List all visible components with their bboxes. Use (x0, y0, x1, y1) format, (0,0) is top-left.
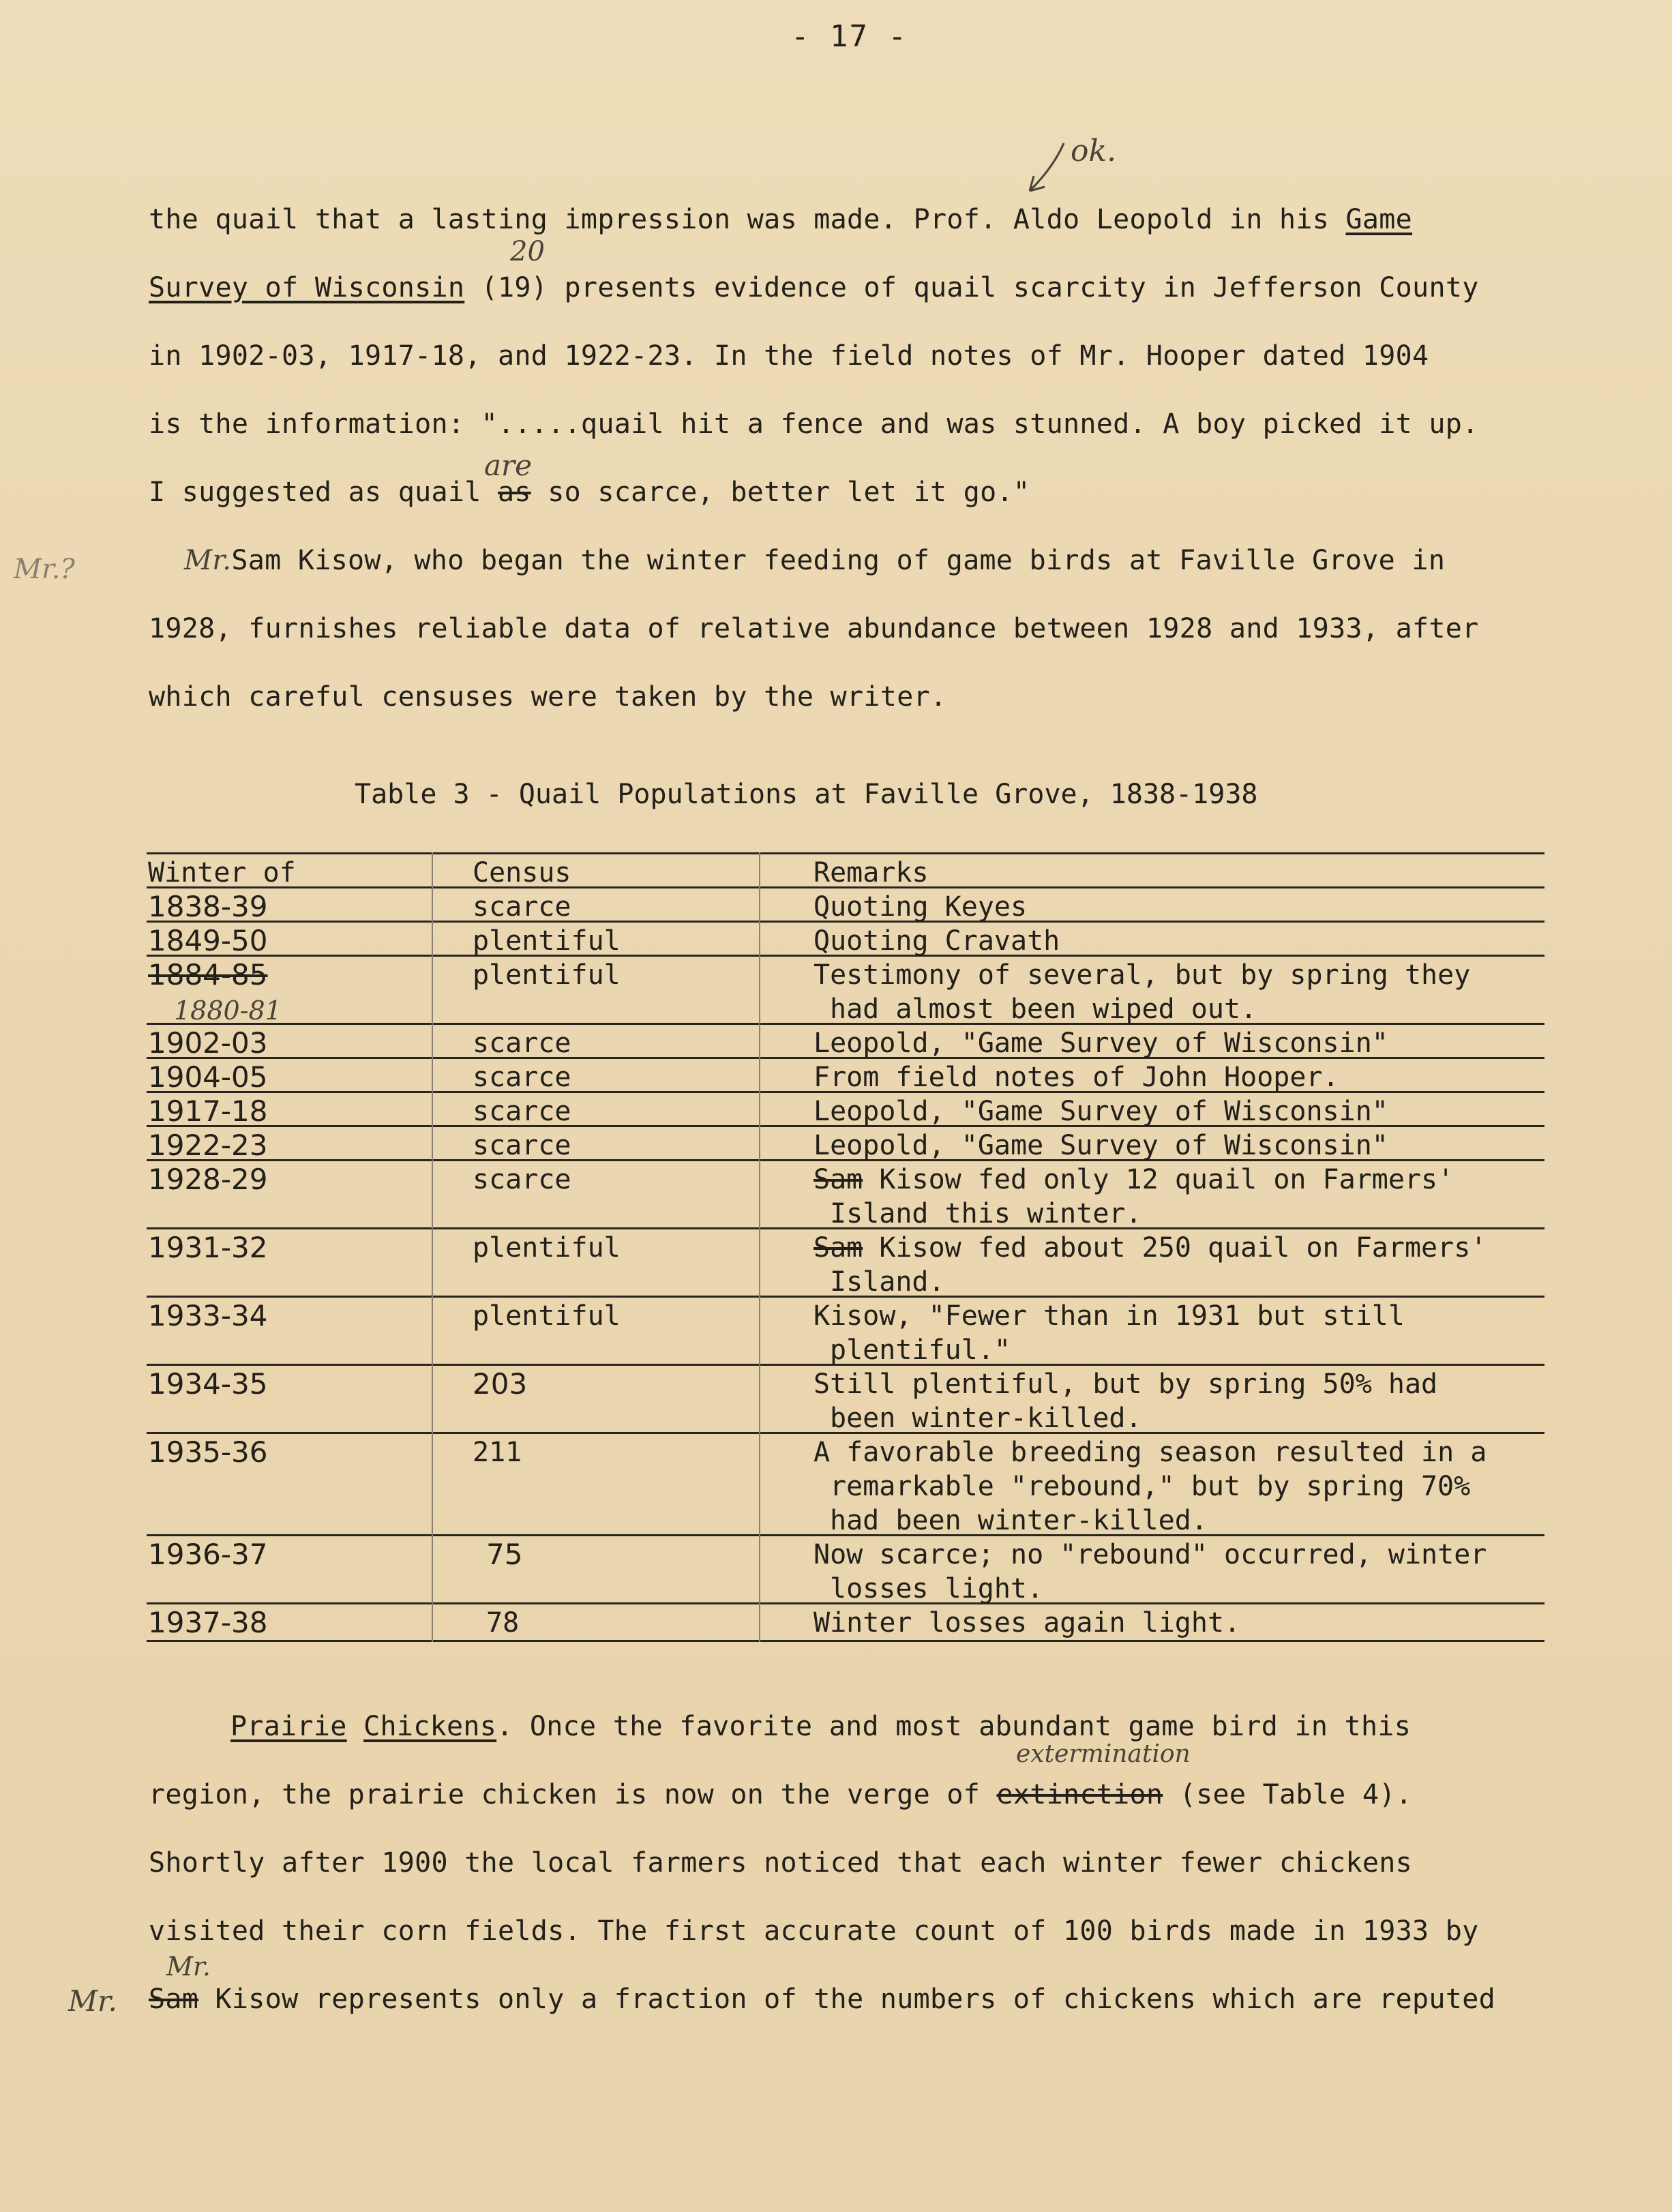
margin-note-mr: Mr.? (14, 554, 75, 585)
table-row-remarks: Kisow, "Fewer than in 1931 but still plentiful." (813, 1300, 1405, 1366)
table-header-census: Census (473, 857, 571, 888)
table-row-winter: 1937-38 (148, 1606, 268, 1639)
table-row-winter: 1917-18 (148, 1094, 268, 1128)
table-row-remarks: Winter losses again light. (813, 1607, 1241, 1639)
paragraph-2-line-2: 1928, furnishes reliable data of relative abundance between 1928 and 1933, after (149, 613, 1479, 644)
table-row-winter: 1928-29 (148, 1163, 268, 1196)
table-row-remarks: Sam Kisow fed only 12 quail on Farmers' Island this winter. (813, 1164, 1454, 1229)
section-heading-prairie: Prairie (230, 1711, 347, 1742)
table-row-winter: 1935-36 (148, 1435, 268, 1469)
table-row-remarks: Quoting Keyes (813, 891, 1028, 923)
margin-note-mr-bottom: Mr. (68, 1984, 117, 2018)
paragraph-3 (149, 1692, 1553, 2033)
inserted-word-are: are (484, 449, 532, 482)
citation: (19) (481, 272, 548, 303)
table-row-census: scarce (473, 1130, 571, 1161)
table-row-census: 75 (486, 1538, 523, 1571)
table-row-winter: 1904-05 (148, 1060, 268, 1094)
table-row-census: scarce (473, 891, 571, 923)
paragraph-3-line-5: Sam Kisow represents only a fraction of the numbers of chickens which are reputed (149, 1984, 1495, 2015)
table-row-census: scarce (473, 1062, 571, 1093)
table-row-remarks: Leopold, "Game Survey of Wisconsin" (813, 1028, 1388, 1059)
paragraph-1 (149, 185, 1553, 526)
citation-correction: 20 (510, 236, 545, 267)
table-row-remarks: Still plentiful, but by spring 50% had been winter-killed. (813, 1369, 1438, 1434)
paragraph-2-line-1: Mr.Sam Kisow, who began the winter feeding of game birds at Faville Grove in (184, 545, 1446, 576)
table-rule (147, 1640, 1544, 1642)
table-row-remarks: From field notes of John Hooper. (813, 1062, 1339, 1093)
table-row-census: 78 (486, 1607, 520, 1639)
paragraph-2 (149, 526, 1553, 731)
inserted-word-mr: Mr. (166, 1952, 211, 1982)
table-row-winter: 1902-03 (148, 1026, 268, 1060)
table-row-remarks: Leopold, "Game Survey of Wisconsin" (813, 1096, 1388, 1127)
table-row-remarks: Testimony of several, but by spring they had almost been wiped out. (813, 959, 1471, 1025)
page-number: - 17 - (791, 19, 908, 54)
table-row-remarks: Sam Kisow fed about 250 quail on Farmers' Island. (813, 1232, 1487, 1298)
table-row-census: plentiful (473, 925, 621, 957)
table-row-census: plentiful (473, 959, 621, 991)
winter-correction: 1880-81 (174, 996, 282, 1026)
paragraph-2-line-3: which careful censuses were taken by the writer. (149, 681, 947, 713)
table-row-census: scarce (473, 1096, 571, 1127)
paragraph-1-line-1: the quail that a lasting impression was made. Prof. Aldo Leopold in his Game (149, 204, 1413, 235)
table-row-winter: 1922-23 (148, 1129, 268, 1162)
inserted-word-extermination: extermination (1016, 1740, 1191, 1768)
table-row-census: plentiful (473, 1300, 621, 1332)
paragraph-3-line-4: visited their corn fields. The first accurate count of 100 birds made in 1933 by (149, 1915, 1479, 1947)
table-caption: Table 3 - Quail Populations at Faville Grove, 1838-1938 (355, 779, 1258, 810)
table-row-remarks: Leopold, "Game Survey of Wisconsin" (813, 1130, 1388, 1161)
paragraph-3-line-2: region, the prairie chicken is now on the verge of extinction (see Table 4). (149, 1779, 1413, 1810)
table-row-census: scarce (473, 1028, 571, 1059)
table-row-winter: 1849-50 (148, 924, 268, 957)
paragraph-1-line-4: is the information: ".....quail hit a fence and was stunned. A boy picked it up. (149, 408, 1479, 440)
paragraph-1-line-2: Survey of Wisconsin (19) presents evidence of quail scarcity in Jefferson County (149, 272, 1479, 303)
ok-annotation: ok. (1071, 134, 1117, 168)
table-row-remarks: Quoting Cravath (813, 925, 1060, 957)
table-row-winter: 1931-32 (148, 1231, 268, 1264)
paragraph-1-line-5: I suggested as quail as so scarce, better let it go." (149, 477, 1030, 508)
table-row-winter: 1936-37 (148, 1538, 268, 1571)
table-row-remarks: A favorable breeding season resulted in a remarkable "rebound," but by spring 70% had been winter-killed. (813, 1437, 1487, 1536)
table-header-remarks: Remarks (813, 857, 929, 888)
table-header-winter: Winter of (148, 857, 296, 888)
table-column-rule (759, 852, 760, 1642)
table-rule (147, 852, 1544, 854)
quail-population-table (147, 852, 1544, 1643)
paragraph-1-line-3: in 1902-03, 1917-18, and 1922-23. In the field notes of Mr. Hooper dated 1904 (149, 340, 1429, 372)
table-row-winter: 1934-35 (148, 1367, 268, 1401)
table-row-winter: 1933-34 (148, 1299, 268, 1332)
table-row-census: 211 (473, 1437, 522, 1468)
table-row-census: plentiful (473, 1232, 621, 1264)
section-heading-chickens: Chickens (363, 1711, 497, 1742)
paragraph-3-line-1: Prairie Chickens. Once the favorite and most abundant game bird in this (230, 1711, 1412, 1742)
table-row-remarks: Now scarce; no "rebound" occurred, winter losses light. (813, 1539, 1487, 1604)
paragraph-3-line-3: Shortly after 1900 the local farmers noticed that each winter fewer chickens (149, 1847, 1413, 1879)
table-row-winter: 1838-39 (148, 890, 268, 923)
table-row-census: 203 (473, 1367, 528, 1401)
table-row-census: scarce (473, 1164, 571, 1195)
table-row-winter: 1884-85 (148, 958, 268, 991)
table-column-rule (432, 852, 433, 1642)
